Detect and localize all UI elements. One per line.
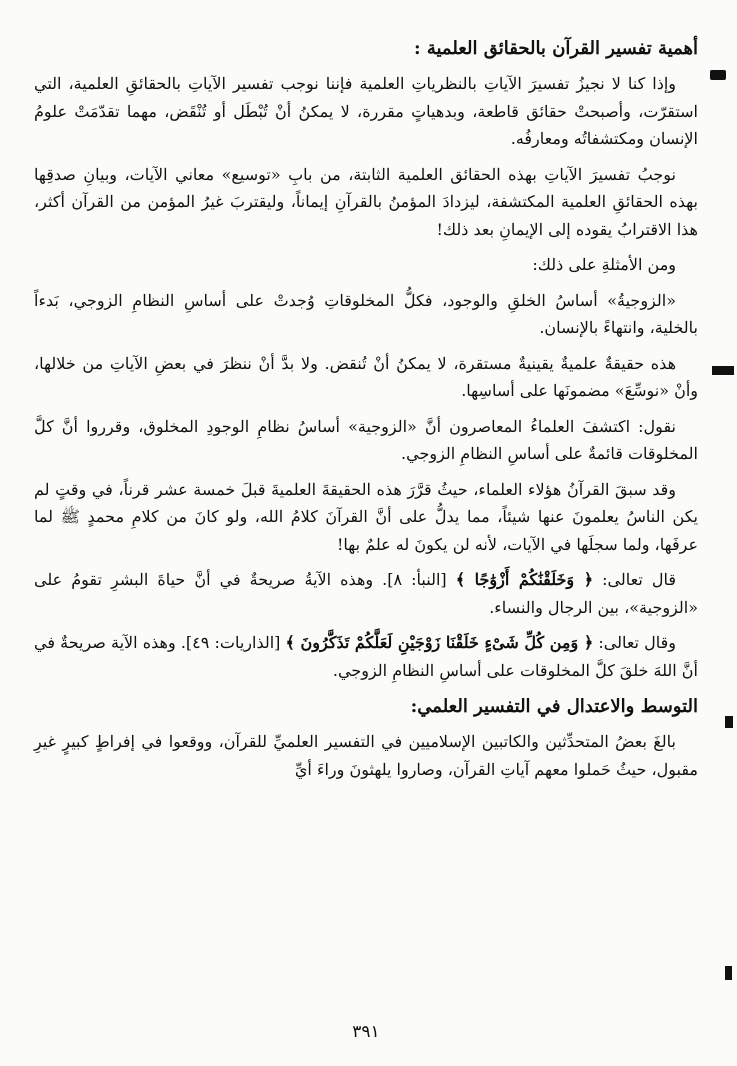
- paragraph: نوجبُ تفسيرَ الآياتِ بهذه الحقائق العلمية الثابتة، من بابِ «توسيع» معاني الآيات، وبيانِ صدقِها بهذه الحقائقِ العلمية المكتشفة، ليزدادَ المؤمنُ بالقرآنِ إيماناً، وليقتربَ غيرُ المؤمن من القرآن أكثر، هذا الاقترابُ يقوده إلى الإيمانِ بعد ذلك!: [34, 164, 698, 239]
- citation-commentary: [النبأ: ٨]. وهذه الآيةُ صريحةٌ في أنَّ حياةَ البشرِ تقومُ على «الزوجية»، بين الرجال والنساء.: [34, 570, 698, 617]
- book-page: [34, 34, 698, 1042]
- section-heading-scientific-facts: أهمية تفسير القرآن بالحقائق العلمية :: [413, 38, 698, 59]
- paragraph: بالغَ بعضُ المتحدِّثين والكاتبين الإسلاميين في التفسير العلميِّ للقرآن، ووقعوا في إفراطٍ كبيرٍ غيرِ مقبول، حيثُ حَملوا معهم آياتِ القرآن، وصاروا يلهثونَ وراءَ أيِّ: [34, 732, 698, 779]
- edge-mark: [712, 366, 734, 375]
- edge-mark: [725, 716, 733, 728]
- edge-mark: [710, 70, 726, 80]
- paragraph: وإذا كنا لا نجيزُ تفسيرَ الآياتِ بالنظرياتِ العلمية فإننا نوجب تفسير الآياتِ بالحقائقِ العلمية، التي استقرّت، وأصبحتْ حقائق قاطعة، وبدهياتٍ مقررة، لا يمكنُ أنْ تُبْطَل أو تُنْقَض، مهما تقدّمَتْ علومُ الإنسان ومكتشفاتُه ومعارفُه.: [34, 74, 698, 148]
- quran-verse: ﴿ وَمِن كُلِّ شَىْءٍ خَلَقْنَا زَوْجَيْنِ لَعَلَّكُمْ تَذَكَّرُونَ ﴾: [285, 633, 594, 652]
- citation-commentary: [الذاريات: ٤٩]. وهذه الآية صريحةٌ في أنَّ اللهَ خلقَ كلَّ المخلوقات على أساسِ النظامِ الزوجي.: [34, 633, 698, 680]
- citation-intro: قال تعالى:: [593, 570, 676, 589]
- paragraph: هذه حقيقةٌ علميةٌ يقينيةٌ مستقرة، لا يمكنُ أنْ تُنقض. ولا بدَّ أنْ ننظرَ في بعضِ الآياتِ من خلالها، وأنْ «نوسِّعَ» مضمونَها على أساسِها.: [34, 353, 698, 400]
- quran-verse: ﴿ وَخَلَقْنَٰكُمْ أَزْوَٰجًا ﴾: [455, 570, 594, 589]
- paragraph: ومن الأمثلةِ على ذلك:: [532, 255, 676, 274]
- paragraph: نقول: اكتشفَ العلماءُ المعاصرون أنَّ «الزوجية» أساسُ نظامِ الوجودِ المخلوق، وقرروا أنَّ كلَّ المخلوقات قائمةٌ على أساسِ النظامِ الزوجي.: [34, 416, 698, 463]
- page-number: ٣٩١: [352, 1022, 380, 1042]
- paragraph-quran-citation: [34, 566, 698, 621]
- section-heading-moderation: التوسط والاعتدال في التفسير العلمي:: [410, 696, 698, 717]
- paragraph-quran-citation: [34, 629, 698, 684]
- paragraph: وقد سبقَ القرآنُ هؤلاء العلماء، حيثُ قرَّرَ هذه الحقيقةَ العلميةَ قبلَ خمسة عشر قرناً، في وقتٍ لم يكن الناسُ يعلمونَ عنها شيئاً، مما يدلُّ على أنَّ القرآنَ كلامُ الله، ولو كانَ من كلامِ محمدٍ ﷺ لما عرفَها، ولما سجلَها في الآيات، لأنه لن يكونَ له علمٌ بها!: [34, 479, 698, 554]
- paragraph: «الزوجيةُ» أساسُ الخلقِ والوجود، فكلُّ المخلوقاتِ وُجدتْ على أساسِ النظامِ الزوجي، بَدءاً بالخلية، وانتهاءً بالإنسان.: [34, 290, 698, 337]
- edge-mark: [725, 966, 732, 980]
- citation-intro: وقال تعالى:: [593, 633, 676, 652]
